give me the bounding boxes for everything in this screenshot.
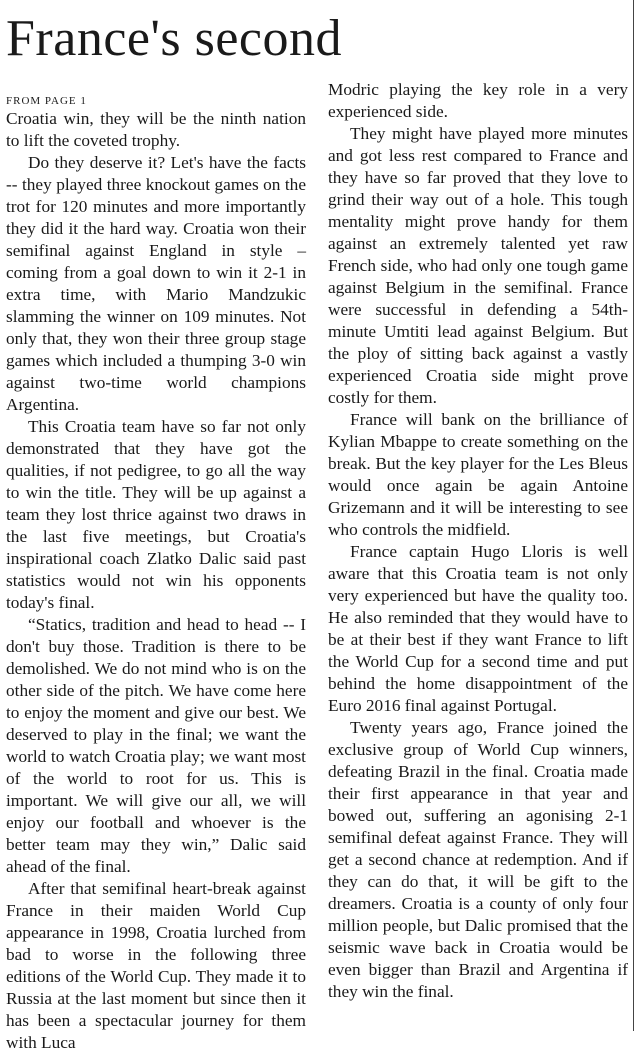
paragraph: Modric playing the key role in a very experienced side. bbox=[328, 80, 628, 121]
paragraph: France captain Hugo Lloris is well aware that this Croatia team is not only very experienced but have the quality too. He also reminded that they would have to be at their best if they want France to lift the World Cup for a second time and put behind the home disappointment of the Euro 2016 final against Portugal. bbox=[328, 542, 628, 715]
paragraph: Do they deserve it? Let's have the facts -- they played three knockout games on the trot for 120 minutes and more importantly they did it the hard way. Croatia won their semifinal against England in style – coming from a goal down to win it 2-1 in extra time, with Mario Mandzukic slamming the winner on 109 minutes. Not only that, they won their three group stage games which included a thumping 3-0 win against two-time world champions Argentina. bbox=[6, 153, 306, 414]
column-rule bbox=[633, 0, 634, 1031]
paragraph: “Statics, tradition and head to head -- I don't buy those. Tradition is there to be demolished. We do not mind who is on the other side of the pitch. We have come here to enjoy the moment and give our best. We deserved to play in the final; we want the world to watch Croatia play; we want most of the world to root for us. This is important. We will give our all, we will enjoy our football and whoever is the better team may they win,” Dalic said ahead of the final. bbox=[6, 615, 306, 876]
paragraph: This Croatia team have so far not only demonstrated that they have got the qualities, if not pedigree, to go all the way to win the title. They will be up against a team they lost thrice against two draws in the last five meetings, but Croatia's inspirational coach Zlatko Dalic said past statistics would not win his opponents today's final. bbox=[6, 417, 306, 612]
article-headline: France's second bbox=[6, 10, 342, 67]
continuation-kicker: FROM PAGE 1 bbox=[6, 95, 87, 107]
paragraph: After that semifinal heart-break against France in their maiden World Cup appearance in 1998, Croatia lurched from bad to worse in the following three editions of the World Cup. They made it to Russia at the last moment but since then it has been a spectacular journey for them with Luca bbox=[6, 879, 306, 1052]
left-column bbox=[6, 94, 306, 1054]
paragraph: France will bank on the brilliance of Kylian Mbappe to create something on the break. But the key player for the Les Bleus would once again be again Antoine Grizemann and it will be interesting to see who controls the midfield. bbox=[328, 410, 628, 539]
paragraph: They might have played more minutes and got less rest compared to France and they have so far proved that they love to grind their way out of a hole. This tough mentality might prove handy for them against an extremely talented yet raw French side, who had only one tough game against Belgium in the semifinal. France were successful in defending a 54th-minute Umtiti lead against Belgium. But the ploy of sitting back against a vastly experienced Croatia side might prove costly for them. bbox=[328, 124, 628, 407]
right-column bbox=[328, 79, 628, 1003]
paragraph: Croatia win, they will be the ninth nation to lift the coveted trophy. bbox=[6, 109, 306, 150]
paragraph: Twenty years ago, France joined the exclusive group of World Cup winners, defeating Brazil in the final. Croatia made their first appearance in that year and bowed out, suffering an agonising 2-1 semifinal defeat against France. They will get a second chance at redemption. And if they can do that, it will be gift to the dreamers. Croatia is a county of only four million people, but Dalic promised that the seismic wave back in Croatia would be even bigger than Brazil and Argentina if they win the final. bbox=[328, 718, 628, 1001]
